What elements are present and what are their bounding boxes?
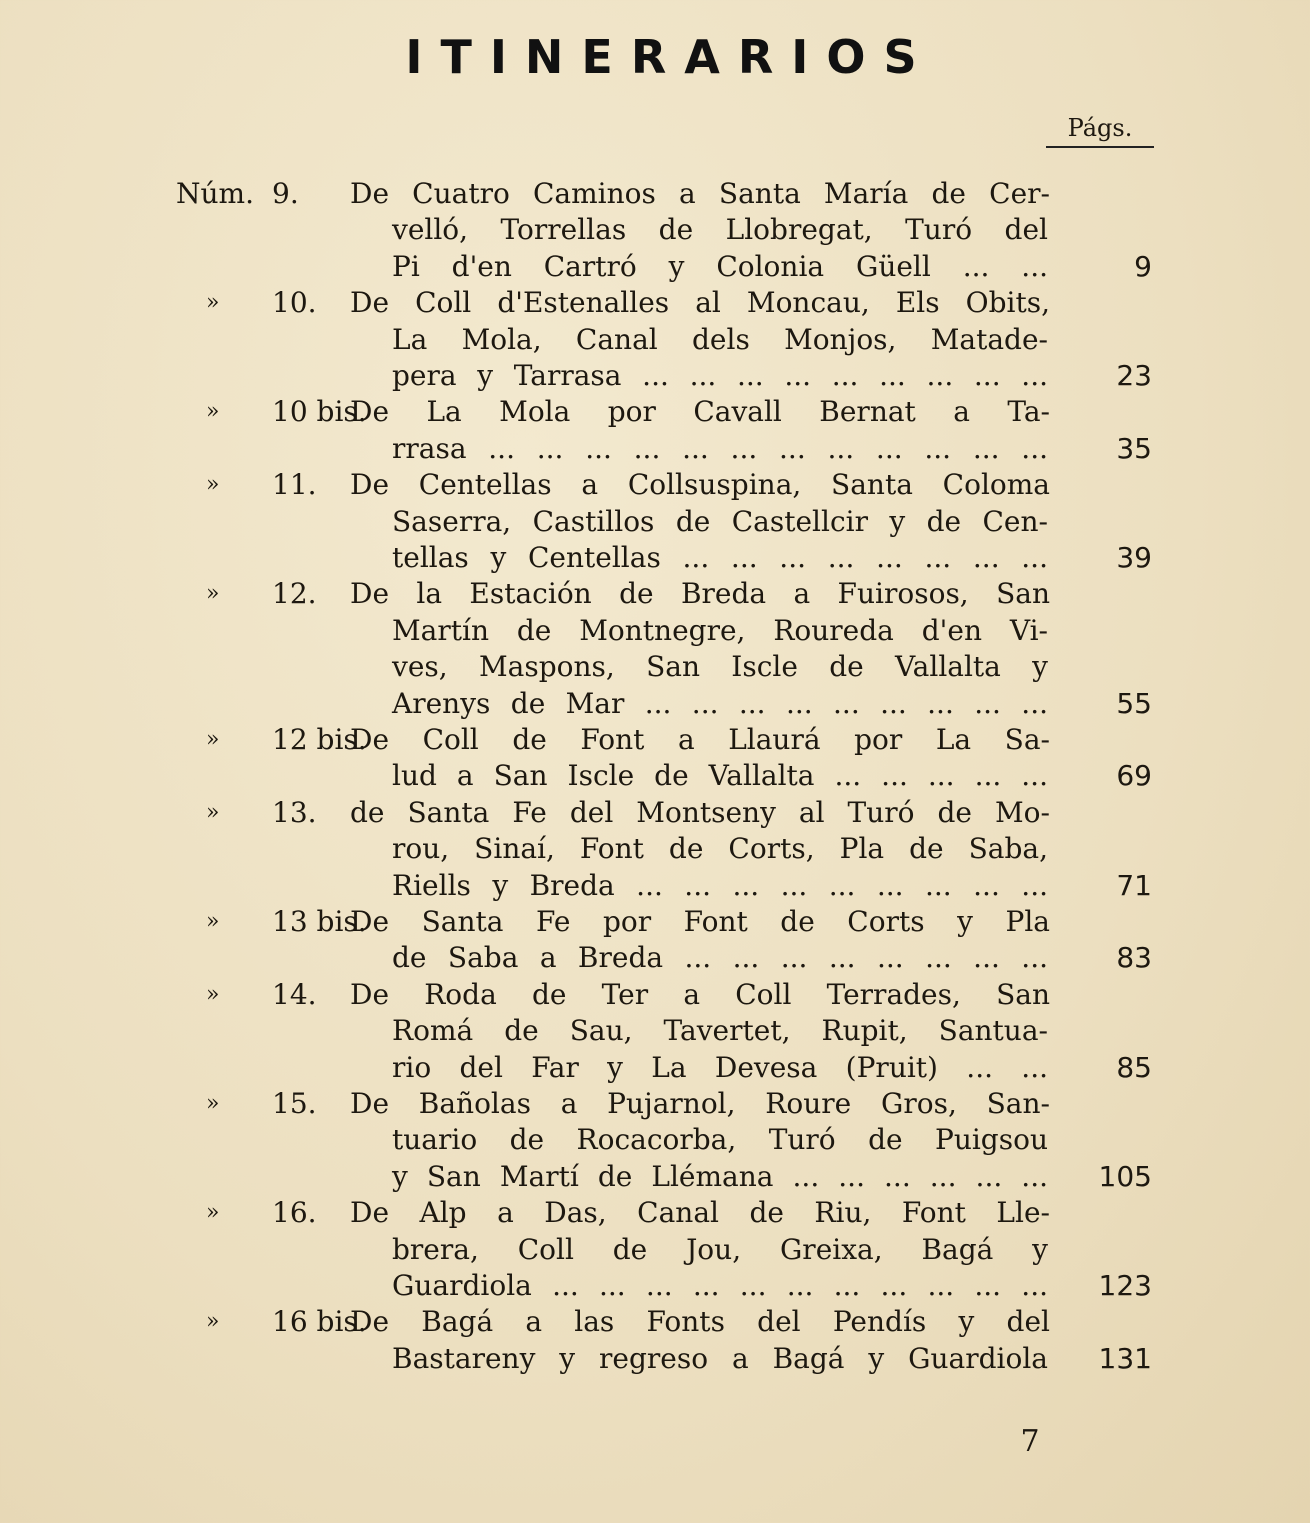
entry-ditto-mark: » (206, 472, 220, 497)
entry-ditto-mark: » (206, 1091, 220, 1116)
entry-number: 11. (272, 468, 317, 501)
entry-text-line: La Mola, Canal dels Monjos, Matade- (392, 323, 1048, 356)
entry-page-number: 39 (1116, 541, 1152, 574)
entry-ditto-mark: » (206, 800, 220, 825)
entry-text-line: de Santa Fe del Montseny al Turó de Mo- (350, 796, 1050, 829)
entry-text-line: Arenys de Mar ... ... ... ... ... ... ... ... ... (392, 687, 1048, 720)
entry-number: 14. (272, 978, 317, 1011)
entry-text-line: De Centellas a Collsuspina, Santa Coloma (350, 468, 1050, 501)
entry-ditto-mark: » (206, 727, 220, 752)
entry-text-line: pera y Tarrasa ... ... ... ... ... ... ... ... ... (392, 359, 1048, 392)
entry-ditto-mark: » (206, 290, 220, 315)
entry-text-line: De Bañolas a Pujarnol, Roure Gros, San- (350, 1087, 1050, 1120)
pages-column-header: Págs. (1046, 114, 1154, 148)
entry-text-line: Guardiola ... ... ... ... ... ... ... ... ... ... ... (392, 1269, 1048, 1302)
entry-page-number: 105 (1098, 1160, 1152, 1193)
entry-text-line: rou, Sinaí, Font de Corts, Pla de Saba, (392, 832, 1048, 865)
page-title: ITINERARIOS (405, 30, 935, 84)
entry-text-line: tuario de Rocacorba, Turó de Puigsou (392, 1123, 1048, 1156)
entry-number: 12 bis. (272, 723, 367, 756)
entry-text-line: De la Estación de Breda a Fuirosos, San (350, 577, 1050, 610)
page-number: 7 (1020, 1424, 1040, 1459)
entry-text-line: De La Mola por Cavall Bernat a Ta- (350, 395, 1050, 428)
entry-text-line: De Coll de Font a Llaurá por La Sa- (350, 723, 1050, 756)
entry-number: 13. (272, 796, 317, 829)
entry-text-line: de Saba a Breda ... ... ... ... ... ... ... ... (392, 941, 1048, 974)
entry-text-line: De Santa Fe por Font de Corts y Pla (350, 905, 1050, 938)
entry-text-line: Martín de Montnegre, Roureda d'en Vi- (392, 614, 1048, 647)
entry-text-line: tellas y Centellas ... ... ... ... ... ... ... ... (392, 541, 1048, 574)
entry-ditto-mark: » (206, 982, 220, 1007)
entry-page-number: 35 (1116, 432, 1152, 465)
entry-text-line: y San Martí de Llémana ... ... ... ... ... ... (392, 1160, 1048, 1193)
entry-num-label: Núm. (176, 177, 254, 210)
entry-ditto-mark: » (206, 909, 220, 934)
entry-text-line: De Coll d'Estenalles al Moncau, Els Obits, (350, 286, 1050, 319)
entry-number: 10. (272, 286, 317, 319)
entry-page-number: 83 (1116, 941, 1152, 974)
entry-number: 16 bis. (272, 1305, 367, 1338)
entry-number: 16. (272, 1196, 317, 1229)
entry-text-line: De Bagá a las Fonts del Pendís y del (350, 1305, 1050, 1338)
entry-text-line: De Cuatro Caminos a Santa María de Cer- (350, 177, 1050, 210)
entry-text-line: ves, Maspons, San Iscle de Vallalta y (392, 650, 1048, 683)
entry-text-line: Riells y Breda ... ... ... ... ... ... ... ... ... (392, 869, 1048, 902)
entry-number: 15. (272, 1087, 317, 1120)
entry-ditto-mark: » (206, 581, 220, 606)
entry-page-number: 131 (1098, 1342, 1152, 1375)
entry-text-line: brera, Coll de Jou, Greixa, Bagá y (392, 1233, 1048, 1266)
entry-ditto-mark: » (206, 1200, 220, 1225)
entry-text-line: Romá de Sau, Tavertet, Rupit, Santua- (392, 1014, 1048, 1047)
entry-ditto-mark: » (206, 399, 220, 424)
entry-text-line: Saserra, Castillos de Castellcir y de Cen- (392, 505, 1048, 538)
entry-page-number: 9 (1134, 250, 1152, 283)
entry-text-line: Pi d'en Cartró y Colonia Güell ... ... (392, 250, 1048, 283)
entry-page-number: 23 (1116, 359, 1152, 392)
entry-page-number: 71 (1116, 869, 1152, 902)
entry-text-line: rrasa ... ... ... ... ... ... ... ... ... ... ... ... (392, 432, 1048, 465)
entry-number: 13 bis. (272, 905, 367, 938)
entry-number: 9. (272, 177, 299, 210)
entry-text-line: lud a San Iscle de Vallalta ... ... ... ... ... (392, 759, 1048, 792)
entry-number: 12. (272, 577, 317, 610)
entry-ditto-mark: » (206, 1309, 220, 1334)
entry-text-line: De Roda de Ter a Coll Terrades, San (350, 978, 1050, 1011)
entry-text-line: rio del Far y La Devesa (Pruit) ... ... (392, 1051, 1048, 1084)
entry-text-line: velló, Torrellas de Llobregat, Turó del (392, 213, 1048, 246)
entry-number: 10 bis. (272, 395, 367, 428)
entry-page-number: 55 (1116, 687, 1152, 720)
entry-page-number: 69 (1116, 759, 1152, 792)
entry-text-line: De Alp a Das, Canal de Riu, Font Lle- (350, 1196, 1050, 1229)
entry-page-number: 85 (1116, 1051, 1152, 1084)
entry-page-number: 123 (1098, 1269, 1152, 1302)
entry-text-line: Bastareny y regreso a Bagá y Guardiola (392, 1342, 1048, 1375)
